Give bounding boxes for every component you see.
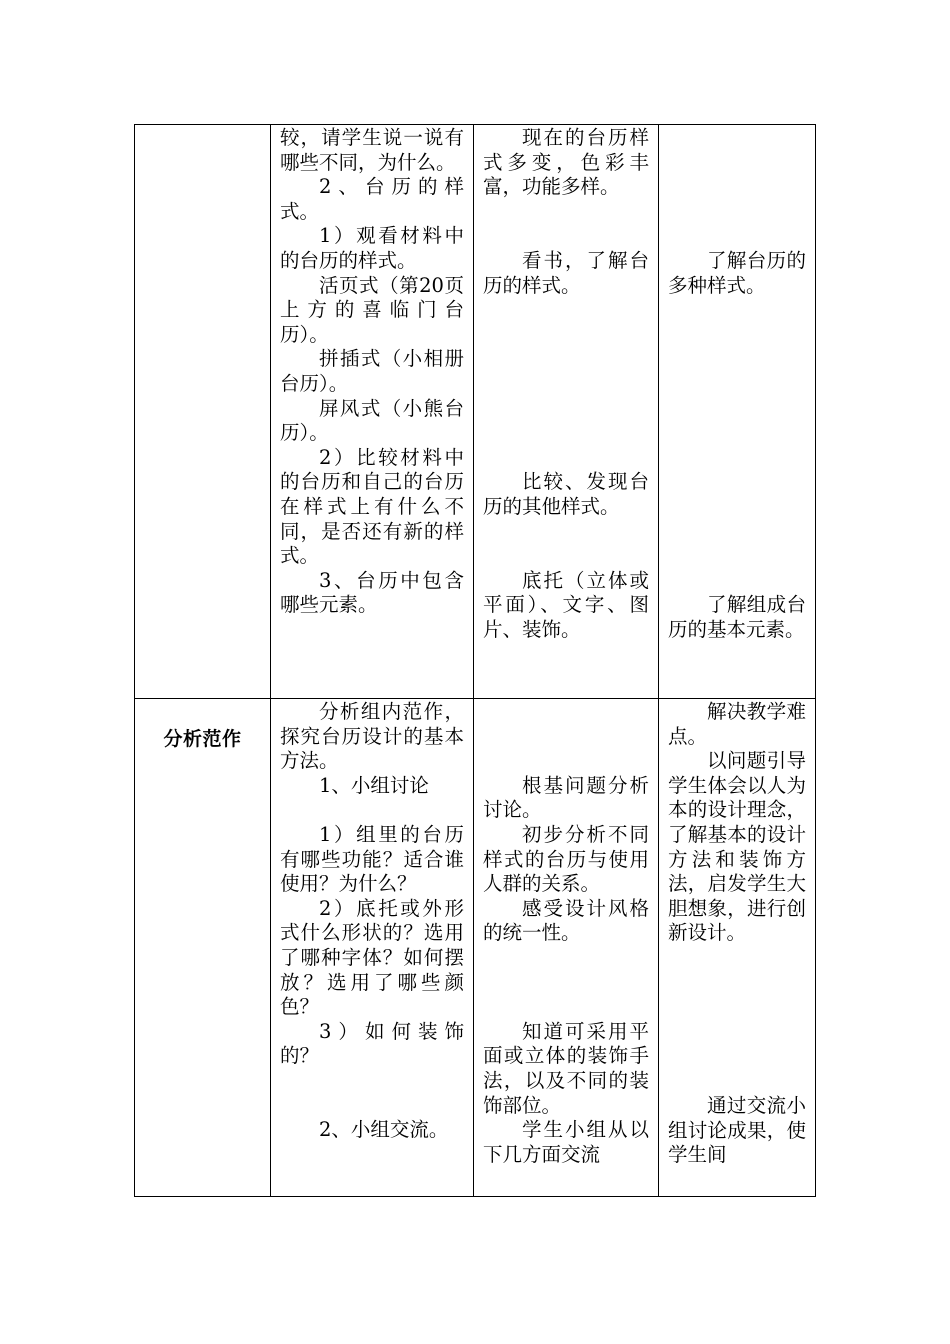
paragraph: 了解组成台历的基本元素。 [668, 593, 806, 641]
stage-cell [135, 125, 271, 699]
paragraph: 1）组里的台历有哪些功能？适合谁使用？为什么？ [280, 822, 464, 896]
teacher-activity-cell [271, 125, 474, 699]
student-activity-cell [474, 699, 659, 1197]
paragraph: 根基问题分析讨论。 [483, 773, 649, 822]
paragraph: 了解台历的多种样式。 [668, 249, 806, 297]
paragraph: 3）如何装饰的？ [280, 1019, 464, 1068]
paragraph: 较，请学生说一说有哪些不同，为什么。 [280, 126, 464, 174]
paragraph: 以问题引导学生体会以人为本的设计理念，了解基本的设计方法和装饰方法，启发学生大胆想象，进行创新设计。 [668, 749, 806, 945]
paragraph: 通过交流小组讨论成果，使学生间 [668, 1093, 806, 1167]
stage-cell [135, 699, 271, 1197]
paragraph: 解决教学难点。 [668, 700, 806, 748]
paragraph: 知道可采用平面或立体的装饰手法，以及不同的装饰部位。 [483, 1019, 649, 1117]
paragraph: 2）比较材料中的台历和自己的台历在样式上有什么不同，是否还有新的样式。 [280, 445, 464, 568]
paragraph: 2、小组交流。 [319, 1118, 449, 1142]
paragraph: 活页式（第20页上方的喜临门台历）。 [280, 273, 464, 346]
table-row [135, 699, 816, 1197]
paragraph: 比较、发现台历的其他样式。 [483, 470, 649, 518]
lesson-plan-table [134, 124, 816, 1197]
paragraph: 2）底托或外形式什么形状的？选用了哪种字体？如何摆放？选用了哪些颜色？ [280, 896, 464, 1019]
stage-label: 分析范作 [163, 728, 242, 750]
paragraph: 分析组内范作，探究台历设计的基本方法。 [280, 700, 464, 773]
paragraph: 学生小组从以下几方面交流 [483, 1118, 649, 1166]
paragraph: 底托（立体或平面）、文字、图片、装饰。 [483, 568, 649, 641]
paragraph: 现在的台历样式多变，色彩丰富，功能多样。 [483, 126, 649, 199]
paragraph: 1、小组讨论 [319, 773, 429, 797]
paragraph: 屏风式（小熊台历）。 [280, 396, 464, 445]
paragraph: 3、台历中包含哪些元素。 [280, 568, 464, 617]
paragraph: 拼插式（小相册台历）。 [280, 347, 464, 395]
design-intent-cell [659, 125, 816, 699]
paragraph: 初步分析不同样式的台历与使用人群的关系。 [483, 822, 649, 896]
paragraph: 感受设计风格的统一性。 [483, 896, 649, 945]
paragraph: 2、台历的样式。 [280, 175, 464, 223]
design-intent-cell [659, 699, 816, 1197]
paragraph: 看书，了解台历的样式。 [483, 248, 649, 297]
paragraph: 1）观看材料中的台历的样式。 [280, 224, 464, 272]
teacher-activity-cell [271, 699, 474, 1197]
student-activity-cell [474, 125, 659, 699]
table-row [135, 125, 816, 699]
